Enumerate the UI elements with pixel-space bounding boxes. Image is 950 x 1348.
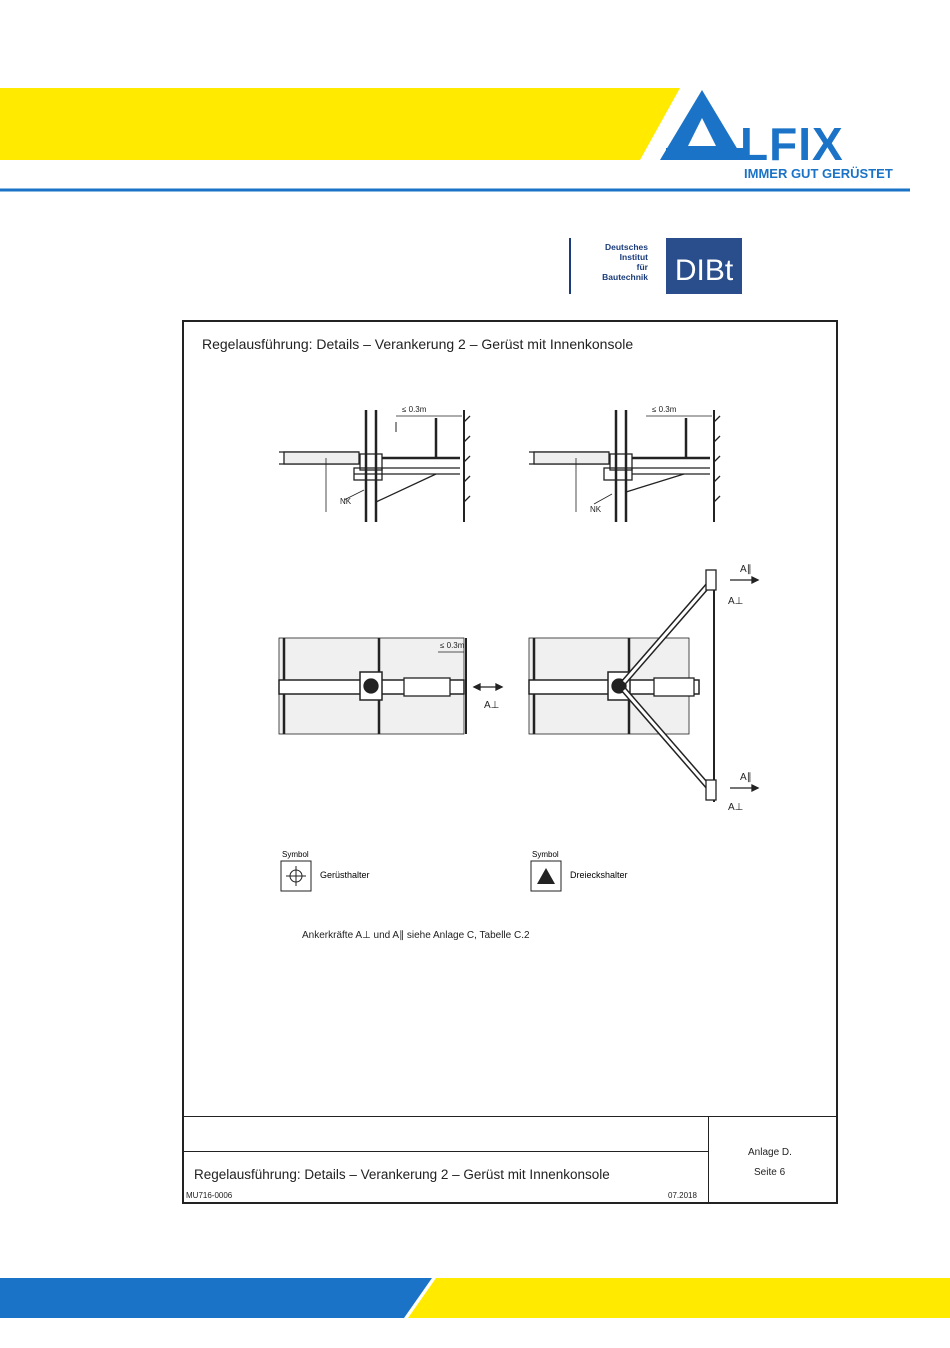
dim-label-3: ≤ 0.3m	[440, 641, 465, 650]
yellow-stripe	[0, 88, 680, 160]
elevation-right	[529, 410, 720, 522]
dibt-line-3: für	[636, 262, 648, 272]
title-block-divider	[708, 1117, 709, 1203]
plan-left	[279, 638, 502, 734]
annex-label: Anlage D.	[748, 1147, 792, 1158]
drawing-title: Regelausführung: Details – Verankerung 2 – Gerüst mit Innenkonsole	[202, 336, 634, 352]
header-band	[0, 0, 950, 200]
drawing-date: 07.2018	[668, 1191, 697, 1200]
dibt-logo	[566, 236, 746, 296]
dibt-abbr: DIBt	[674, 254, 734, 287]
force-par-label-top: A∥	[740, 564, 752, 575]
force-perp-label: A⊥	[484, 700, 500, 711]
footer-blue-stripe	[0, 1278, 432, 1318]
triangle-icon	[530, 860, 562, 892]
nk-label-1: NK	[340, 497, 352, 506]
force-perp-label-bottom: A⊥	[728, 802, 744, 813]
logo-slogan: IMMER GUT GERÜSTET	[744, 166, 893, 181]
anchor-force-note: Ankerkräfte A⊥ und A∥ siehe Anlage C, Tabelle C.2	[302, 930, 530, 941]
legend-name: Gerüsthalter	[320, 870, 370, 880]
title-block-description: Regelausführung: Details – Verankerung 2 – Gerüst mit Innenkonsole	[194, 1167, 610, 1182]
circle-cross-icon	[280, 860, 312, 892]
legend-symbol-label: Symbol	[532, 850, 559, 859]
dibt-line-2: Institut	[619, 252, 648, 262]
dim-label-2: ≤ 0.3m	[652, 405, 677, 414]
logo-letters: LFIX	[740, 118, 844, 170]
elevation-left	[279, 410, 470, 522]
footer-yellow-stripe	[408, 1278, 950, 1318]
dim-label-1: ≤ 0.3m	[402, 405, 427, 414]
page-label: Seite 6	[754, 1167, 786, 1178]
drawing-number: MU716-0006	[186, 1191, 233, 1200]
footer-band	[0, 1274, 950, 1348]
drawing-sheet	[182, 320, 838, 1204]
legend-name: Dreieckshalter	[570, 870, 628, 880]
technical-drawing	[184, 382, 836, 1022]
alfix-logo	[660, 90, 893, 181]
dibt-line-4: Bautechnik	[602, 272, 648, 282]
plan-right	[529, 570, 758, 802]
force-par-label-bottom: A∥	[740, 772, 752, 783]
force-perp-label-top: A⊥	[728, 596, 744, 607]
logo-bar	[666, 148, 746, 160]
title-block-row-line	[184, 1151, 708, 1152]
nk-label-2: NK	[590, 505, 602, 514]
dibt-line-1: Deutsches	[605, 242, 648, 252]
legend-symbol-label: Symbol	[282, 850, 309, 859]
title-block	[184, 1116, 836, 1203]
